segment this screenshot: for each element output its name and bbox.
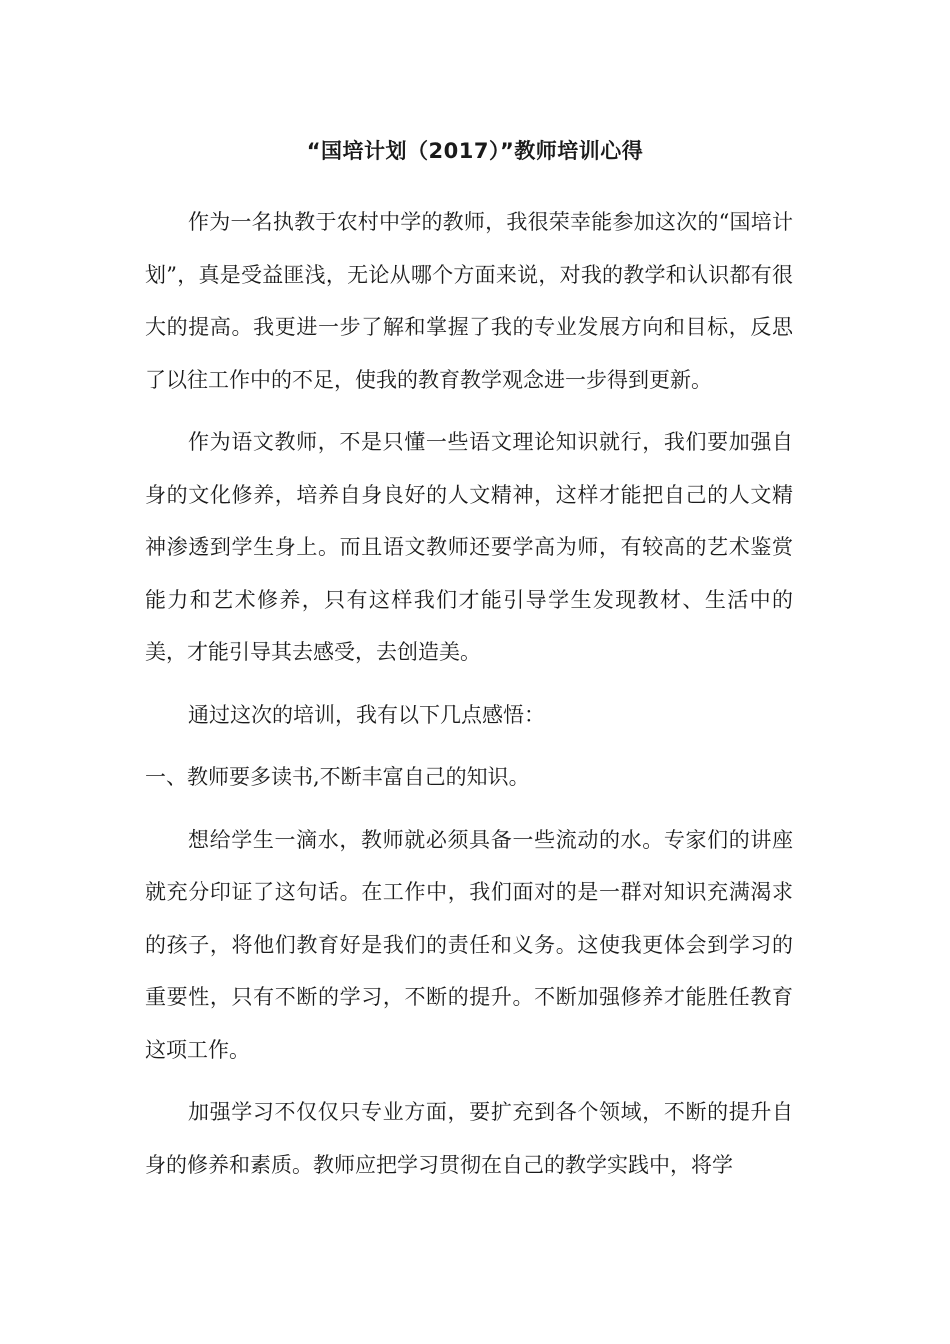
paragraph-intro: 作为一名执教于农村中学的教师，我很荣幸能参加这次的“国培计划”，真是受益匪浅，无论从哪个方面来说，对我的教学和认识都有很大的提高。我更进一步了解和掌握了我的专业发展方向和目标，反思了以往工作中的不足，使我的教育教学观念进一步得到更新。 bbox=[145, 210, 793, 392]
paragraph-chinese-teacher: 作为语文教师，不是只懂一些语文理论知识就行，我们要加强自身的文化修养，培养自身良好的人文精神，这样才能把自己的人文精神渗透到学生身上。而且语文教师还要学高为师，有较高的艺术鉴赏能力和艺术修养，只有这样我们才能引导学生发现教材、生活中的美，才能引导其去感受，去创造美。 bbox=[145, 430, 793, 664]
document-title: “国培计划（2017）”教师培训心得 bbox=[306, 139, 644, 163]
paragraph-broad-learning: 加强学习不仅仅只专业方面，要扩充到各个领域，不断的提升自身的修养和素质。教师应把学习贯彻在自己的教学实践中，将学 bbox=[145, 1100, 793, 1177]
paragraph-water-metaphor: 想给学生一滴水，教师就必须具备一些流动的水。专家们的讲座就充分印证了这句话。在工作中，我们面对的是一群对知识充满渴求的孩子，将他们教育好是我们的责任和义务。这使我更体会到学习的重要性，只有不断的学习，不断的提升。不断加强修养才能胜任教育这项工作。 bbox=[145, 827, 793, 1062]
document-body bbox=[145, 196, 793, 1191]
paragraph-insights-lead: 通过这次的培训，我有以下几点感悟： bbox=[188, 702, 545, 727]
section-heading-one: 一、教师要多读书,不断丰富自己的知识。 bbox=[145, 765, 530, 789]
